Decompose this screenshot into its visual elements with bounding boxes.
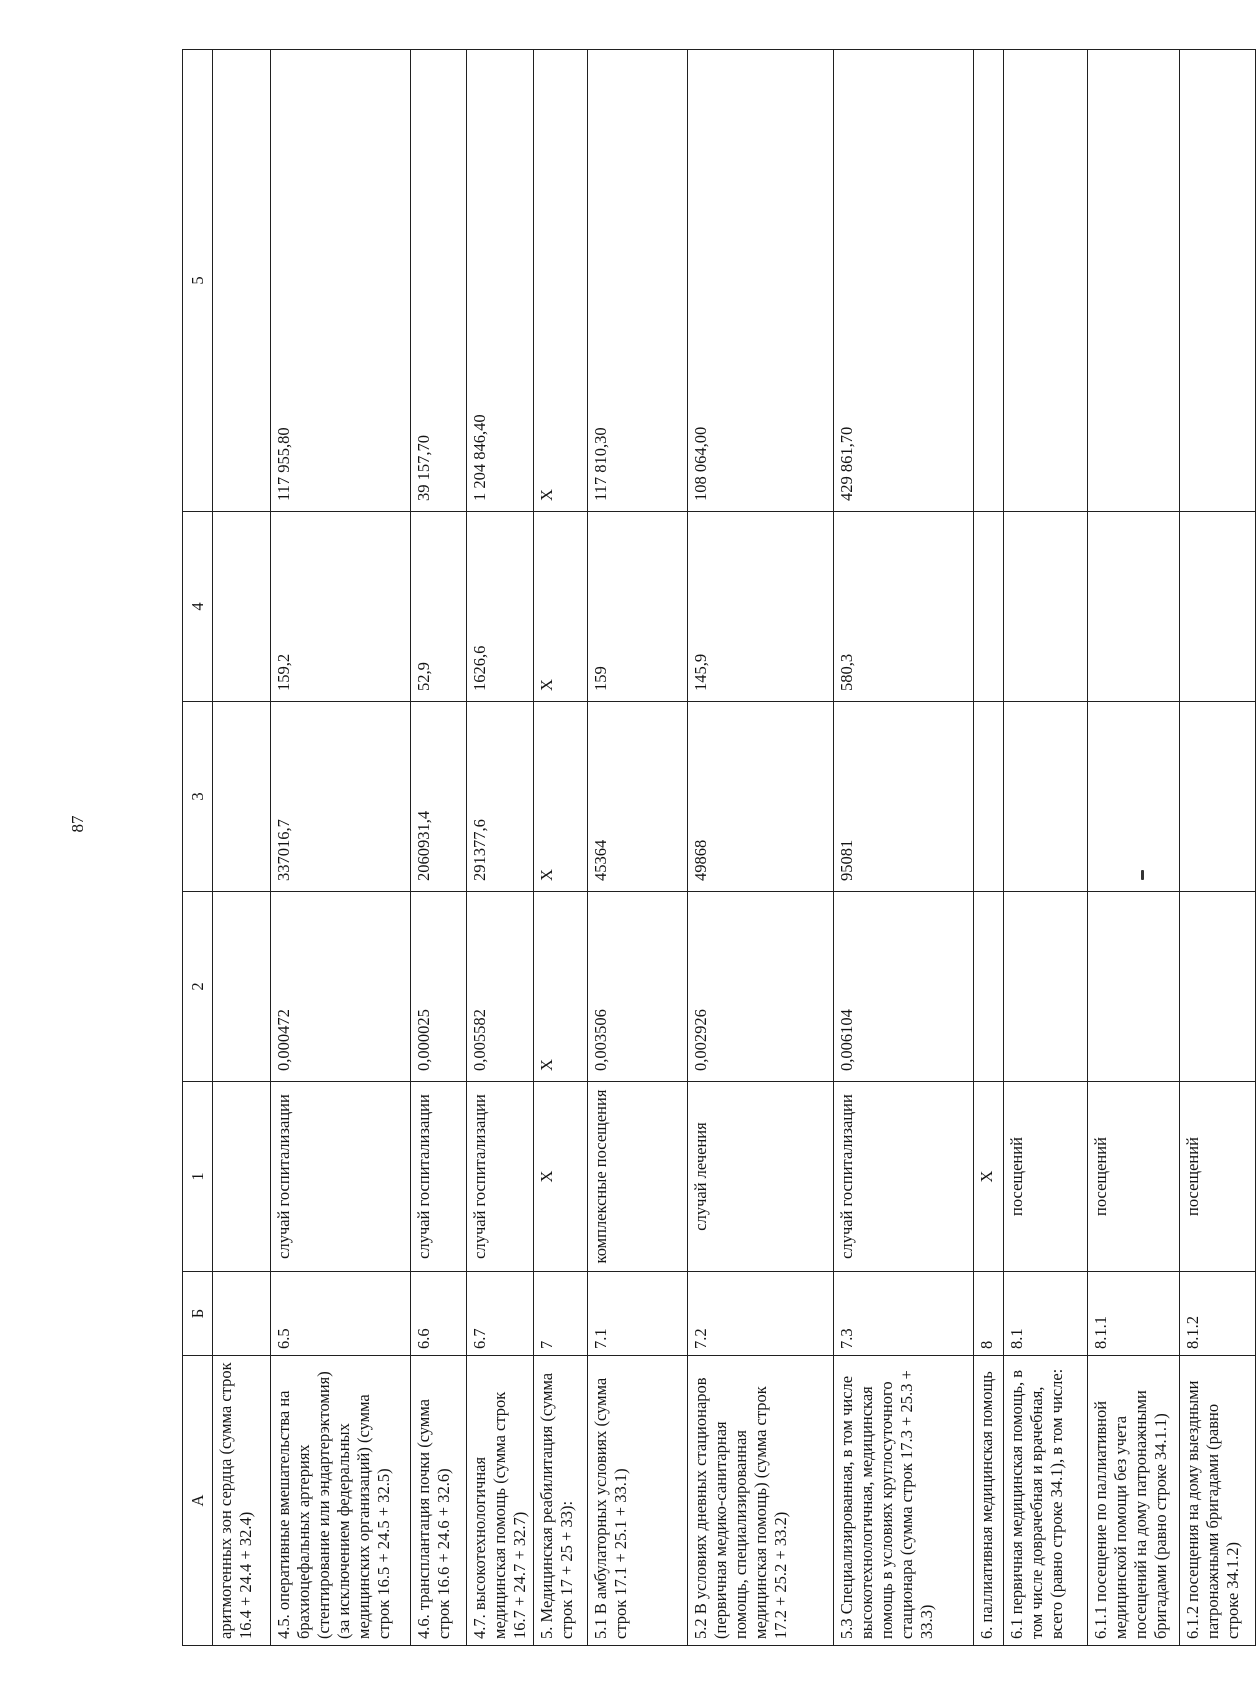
table-row xyxy=(1004,50,1088,1646)
row-value-3: 337016,7 xyxy=(271,702,411,892)
row-value-5: 117 810,30 xyxy=(588,50,688,512)
row-value-3: 2060931,4 xyxy=(411,702,467,892)
row-unit: случай госпитализации xyxy=(411,1082,467,1272)
row-name: 4.7. высокотехнологичная медицинская помощь (сумма строк 16.7 + 24.7 + 32.7) xyxy=(467,1356,534,1646)
row-value-2 xyxy=(974,892,1004,1082)
table-row xyxy=(974,50,1004,1646)
row-value-4 xyxy=(1088,512,1180,702)
row-value-3: 95081 xyxy=(834,702,974,892)
row-name: 5.1 В амбулаторных условиях (сумма строк 17.1 + 25.1 + 33.1) xyxy=(588,1356,688,1646)
row-value-2: 0,002926 xyxy=(688,892,834,1082)
row-unit: посещений xyxy=(1004,1082,1088,1272)
row-unit: случай госпитализации xyxy=(271,1082,411,1272)
table-row xyxy=(213,50,271,1646)
row-value-4 xyxy=(1004,512,1088,702)
row-value-2 xyxy=(1180,892,1256,1082)
page-number: 87 xyxy=(68,815,87,833)
row-line-number: 7.2 xyxy=(688,1272,834,1356)
table-row xyxy=(467,50,534,1646)
row-value-5: 1 204 846,40 xyxy=(467,50,534,512)
row-value-4: 159,2 xyxy=(271,512,411,702)
row-value-3 xyxy=(1004,702,1088,892)
table-row xyxy=(411,50,467,1646)
row-line-number: 6.5 xyxy=(271,1272,411,1356)
row-value-5: 39 157,70 xyxy=(411,50,467,512)
row-value-3 xyxy=(1088,702,1180,892)
row-name: 5.3 Специализированная, в том числе высокотехнологичная, медицинская помощь в условиях круглосуточного стационара (сумма строк 17.3 + 25.3 + 33.3) xyxy=(834,1356,974,1646)
row-unit: посещений xyxy=(1180,1082,1256,1272)
row-value-5 xyxy=(974,50,1004,512)
row-name: 5.2 В условиях дневных стационаров (первичная медико-санитарная помощь, специализированная медицинская помощь) (сумма строк 17.2 + 25.2 + 33.2) xyxy=(688,1356,834,1646)
column-header-4: 4 xyxy=(183,512,213,702)
row-unit: случай госпитализации xyxy=(467,1082,534,1272)
table-row xyxy=(534,50,588,1646)
row-line-number: 7.1 xyxy=(588,1272,688,1356)
column-header-b: Б xyxy=(183,1272,213,1356)
row-unit: случай лечения xyxy=(688,1082,834,1272)
row-line-number: 7.3 xyxy=(834,1272,974,1356)
scan-artifact xyxy=(1141,870,1144,880)
row-name: 4.6. трансплантация почки (сумма строк 16.6 + 24.6 + 32.6) xyxy=(411,1356,467,1646)
table-row xyxy=(588,50,688,1646)
row-value-3 xyxy=(213,702,271,892)
table-row xyxy=(271,50,411,1646)
row-name: аритмогенных зон сердца (сумма строк 16.4 + 24.4 + 32.4) xyxy=(213,1356,271,1646)
row-value-3: Х xyxy=(534,702,588,892)
column-header-a: А xyxy=(183,1356,213,1646)
row-value-5: 108 064,00 xyxy=(688,50,834,512)
row-value-2: 0,000025 xyxy=(411,892,467,1082)
row-value-4 xyxy=(213,512,271,702)
row-value-5 xyxy=(1004,50,1088,512)
row-value-4: 145,9 xyxy=(688,512,834,702)
row-line-number: 6.7 xyxy=(467,1272,534,1356)
row-value-3: 291377,6 xyxy=(467,702,534,892)
row-name: 6.1 первичная медицинская помощь, в том числе доврачебная и врачебная, всего (равно строке 34.1), в том числе: xyxy=(1004,1356,1088,1646)
column-header-5: 5 xyxy=(183,50,213,512)
row-value-4: Х xyxy=(534,512,588,702)
table-row xyxy=(1180,50,1256,1646)
table-row xyxy=(688,50,834,1646)
row-value-2: 0,003506 xyxy=(588,892,688,1082)
row-value-5 xyxy=(1088,50,1180,512)
row-unit xyxy=(213,1082,271,1272)
row-unit: посещений xyxy=(1088,1082,1180,1272)
header-row xyxy=(183,50,213,1646)
column-header-2: 2 xyxy=(183,892,213,1082)
row-value-5: 429 861,70 xyxy=(834,50,974,512)
row-unit: комплексные посещения xyxy=(588,1082,688,1272)
row-value-3: 45364 xyxy=(588,702,688,892)
row-line-number: 8 xyxy=(974,1272,1004,1356)
row-value-2 xyxy=(213,892,271,1082)
row-line-number: 7 xyxy=(534,1272,588,1356)
row-value-2: Х xyxy=(534,892,588,1082)
row-name: 6.1.1 посещение по паллиативной медицинской помощи без учета посещений на дому патронажными бригадами (равно строке 34.1.1) xyxy=(1088,1356,1180,1646)
row-unit: Х xyxy=(534,1082,588,1272)
row-unit: Х xyxy=(974,1082,1004,1272)
row-value-4: 159 xyxy=(588,512,688,702)
column-header-1: 1 xyxy=(183,1082,213,1272)
row-line-number: 8.1.1 xyxy=(1088,1272,1180,1356)
row-name: 6. паллиативная медицинская помощь xyxy=(974,1356,1004,1646)
row-name: 4.5. оперативные вмешательства на брахиоцефальных артериях (стентирование или эндартерэктомия) (за исключением федеральных медицинских организаций) (сумма строк 16.5 + 24.5 + 32.5) xyxy=(271,1356,411,1646)
table-row xyxy=(1088,50,1180,1646)
row-value-4: 52,9 xyxy=(411,512,467,702)
row-value-5 xyxy=(1180,50,1256,512)
row-value-5 xyxy=(213,50,271,512)
row-value-2: 0,006104 xyxy=(834,892,974,1082)
row-value-3 xyxy=(1180,702,1256,892)
row-value-4: 1626,6 xyxy=(467,512,534,702)
row-value-2 xyxy=(1088,892,1180,1082)
row-line-number: 8.1 xyxy=(1004,1272,1088,1356)
table-body xyxy=(213,50,1256,1646)
row-value-5: Х xyxy=(534,50,588,512)
row-value-3: 49868 xyxy=(688,702,834,892)
table-row xyxy=(834,50,974,1646)
row-value-4 xyxy=(1180,512,1256,702)
row-unit: случай госпитализации xyxy=(834,1082,974,1272)
row-value-2: 0,005582 xyxy=(467,892,534,1082)
row-value-4: 580,3 xyxy=(834,512,974,702)
row-value-2 xyxy=(1004,892,1088,1082)
row-name: 5. Медицинская реабилитация (сумма строк 17 + 25 + 33): xyxy=(534,1356,588,1646)
row-line-number xyxy=(213,1272,271,1356)
row-value-2: 0,000472 xyxy=(271,892,411,1082)
row-line-number: 6.6 xyxy=(411,1272,467,1356)
row-name: 6.1.2 посещения на дому выездными патронажными бригадами (равно строке 34.1.2) xyxy=(1180,1356,1256,1646)
rotated-table-frame xyxy=(182,50,1242,1646)
data-table xyxy=(182,49,1256,1646)
row-value-4 xyxy=(974,512,1004,702)
column-header-3: 3 xyxy=(183,702,213,892)
row-line-number: 8.1.2 xyxy=(1180,1272,1256,1356)
row-value-5: 117 955,80 xyxy=(271,50,411,512)
row-value-3 xyxy=(974,702,1004,892)
